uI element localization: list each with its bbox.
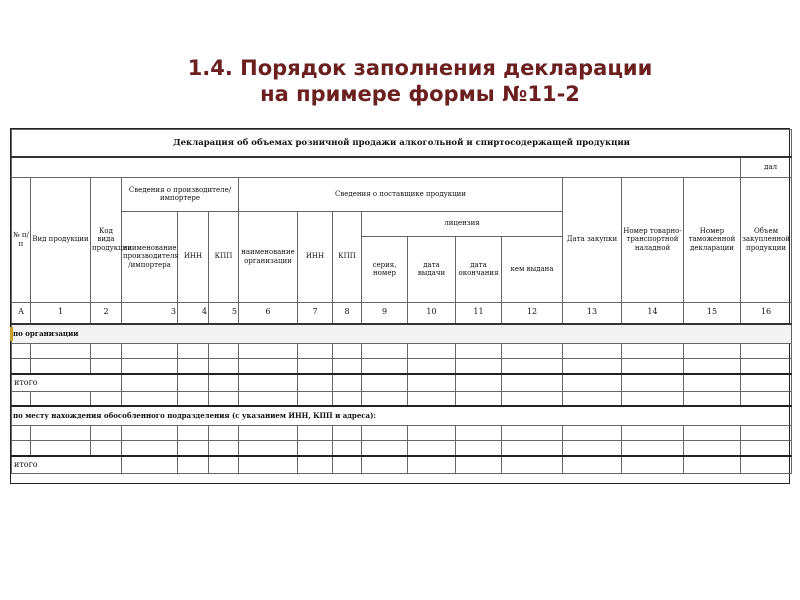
total-label: итого: [12, 456, 122, 474]
column-number: 16: [741, 302, 792, 324]
column-number: 14: [622, 302, 684, 324]
header-license-series: серия, номер: [362, 236, 408, 302]
slide-title-line2: на примере формы №11-2: [260, 82, 580, 106]
total-row-organization: [12, 374, 792, 392]
table-row: [12, 359, 792, 374]
column-number: 6: [239, 302, 298, 324]
column-number: 11: [456, 302, 502, 324]
header-supplier-kpp: КПП: [333, 211, 362, 302]
total-row-subdivision: [12, 456, 792, 474]
header-ttn-number: Номер товарно-транспортной наладной: [622, 177, 684, 302]
column-number: 10: [408, 302, 456, 324]
header-license-issue-date: дата выдачи: [408, 236, 456, 302]
header-producer-kpp: КПП: [209, 211, 239, 302]
column-number: 4: [178, 302, 209, 324]
column-number: 7: [298, 302, 333, 324]
header-license-issuer: кем выдана: [502, 236, 563, 302]
slide-title-line1: 1.4. Порядок заполнения декларации: [187, 56, 653, 80]
header-volume: Объем закупленной продукции: [741, 177, 792, 302]
column-number: 2: [91, 302, 122, 324]
column-number: 15: [684, 302, 741, 324]
header-product-code: Код вида продукции: [91, 177, 122, 302]
header-supplier-group: Сведения о поставщике продукции: [239, 177, 563, 211]
column-number: 8: [333, 302, 362, 324]
header-purchase-date: Дата закупки: [563, 177, 622, 302]
column-number: А: [12, 302, 31, 324]
selection-marker: [10, 327, 13, 341]
table-row: [12, 426, 792, 441]
header-product-type: Вид продукции: [31, 177, 91, 302]
column-number-row: [12, 302, 792, 324]
column-number: 13: [563, 302, 622, 324]
column-number: 9: [362, 302, 408, 324]
header-number: № п/п: [12, 177, 31, 302]
column-number: 5: [209, 302, 239, 324]
table-row: [12, 344, 792, 359]
column-number: 3: [122, 302, 178, 324]
header-customs-number: Номер таможенной декларации: [684, 177, 741, 302]
declaration-form: [10, 128, 790, 484]
section-row-subdivision: [12, 406, 792, 426]
section-label-subdivision: по месту нахождения обособленного подразделения (с указанием ИНН, КПП и адреса):: [12, 406, 792, 426]
header-supplier-name: наименование организации: [239, 211, 298, 302]
section-label-organization: по организации: [12, 324, 792, 344]
header-producer-group: Сведения о производителе/импортере: [122, 177, 239, 211]
section-row-organization: [12, 324, 792, 344]
header-producer-name: наименование производителя /импортера: [122, 211, 178, 302]
header-license-group: лицензия: [362, 211, 563, 236]
table-row: [12, 441, 792, 456]
column-number: 12: [502, 302, 563, 324]
header-license-end-date: дата окончания: [456, 236, 502, 302]
total-label: итого: [12, 374, 122, 392]
header-supplier-inn: ИНН: [298, 211, 333, 302]
column-number: 1: [31, 302, 91, 324]
header-producer-inn: ИНН: [178, 211, 209, 302]
spacer-cell: [12, 157, 741, 177]
unit-note: дал: [741, 157, 792, 177]
slide-title: [0, 55, 800, 107]
table-row: [12, 392, 792, 406]
declaration-table: [11, 129, 792, 474]
form-title: Декларация об объемах розничной продажи алкогольной и спиртосодержащей продукции: [12, 130, 792, 158]
